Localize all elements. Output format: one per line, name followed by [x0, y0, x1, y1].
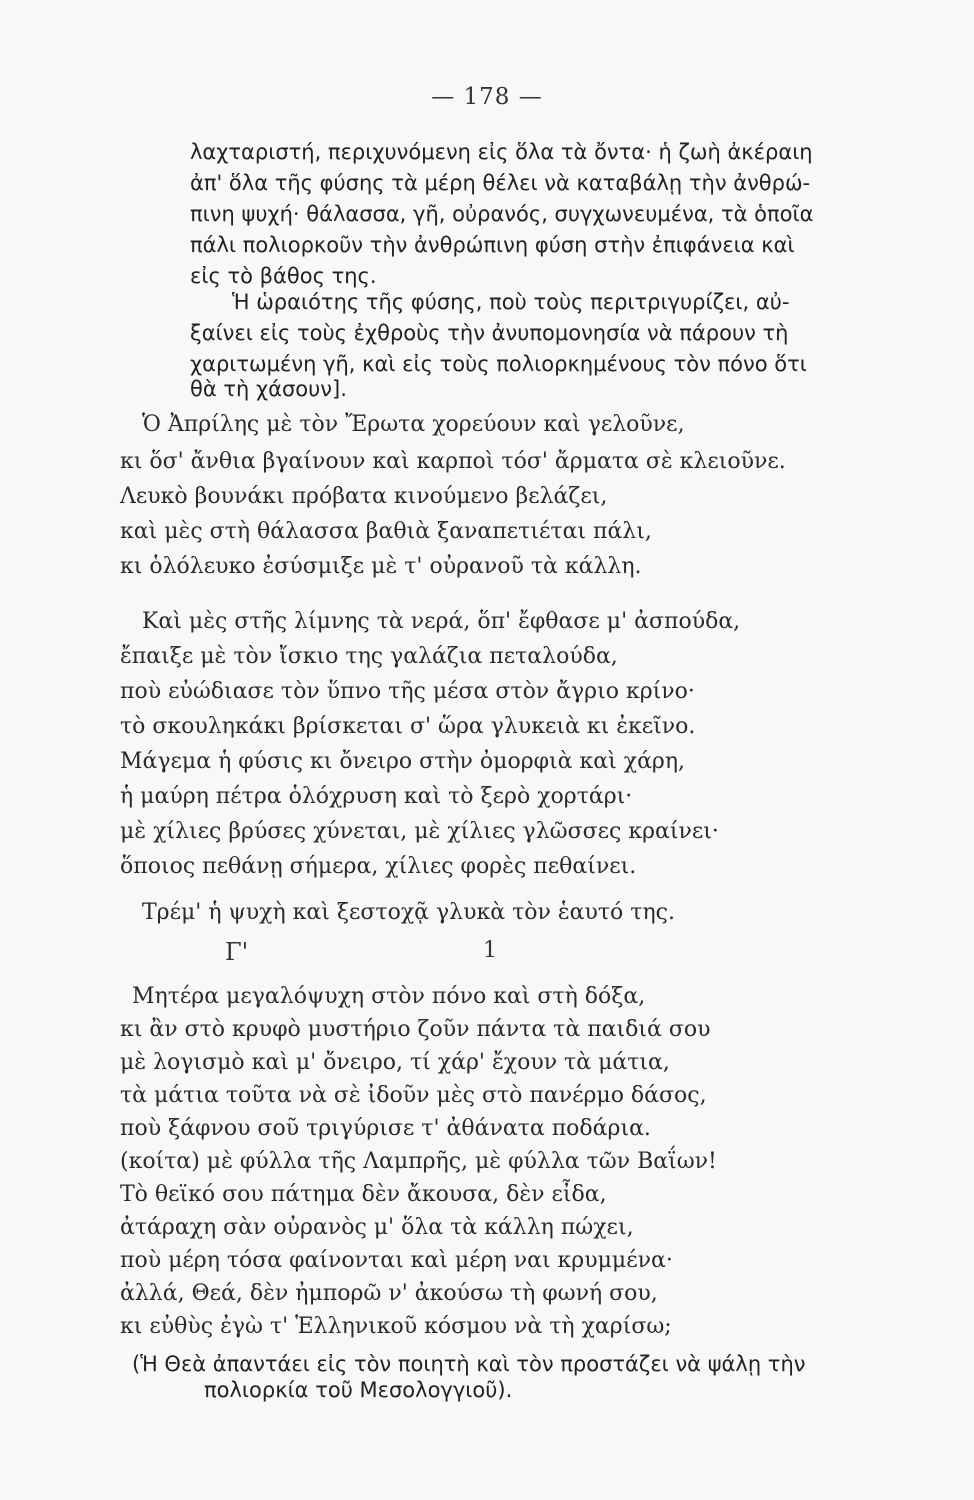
- poem-line: τὰ μάτια τοῦτα νὰ σὲ ἰδοῦν μὲς στὸ πανέρμο δάσος,: [120, 1083, 707, 1108]
- note-line: (Ἡ Θεὰ ἀπαντάει εἰς τὸν ποιητὴ καὶ τὸν προστάζει νὰ ψάλῃ τὴν: [132, 1352, 806, 1376]
- poem-line: κι ὁλόλευκο ἐσύσμιξε μὲ τ' οὐρανοῦ τὰ κάλλη.: [120, 554, 642, 579]
- prose-line: θὰ τὴ χάσουν].: [190, 377, 347, 401]
- section-letter: Γ': [225, 938, 249, 966]
- poem-line: ποὺ εὐώδιασε τὸν ὕπνο τῆς μέσα στὸν ἄγριο κρίνο·: [120, 679, 695, 704]
- poem-line: ἡ μαύρη πέτρα ὁλόχρυση καὶ τὸ ξερὸ χορτάρι·: [120, 784, 633, 809]
- poem-line: Λευκὸ βουνάκι πρόβατα κινούμενο βελάζει,: [120, 484, 608, 509]
- prose-line: πάλι πολιορκοῦν τὴν ἀνθρώπινη φύση στὴν ἐπιφάνεια καὶ: [190, 233, 795, 257]
- poem-line: Τρέμ' ἡ ψυχὴ καὶ ξεστοχᾷ γλυκὰ τὸν ἑαυτό της.: [142, 900, 675, 925]
- poem-line: μὲ λογισμὸ καὶ μ' ὄνειρο, τί χάρ' ἔχουν τὰ μάτια,: [120, 1050, 670, 1075]
- poem-line: κι εὐθὺς ἐγὼ τ' Ἑλληνικοῦ κόσμου νὰ τὴ χαρίσω;: [120, 1314, 672, 1339]
- poem-line: ἔπαιξε μὲ τὸν ἴσκιο της γαλάζια πεταλούδα,: [120, 644, 618, 669]
- prose-line: ἀπ' ὅλα τῆς φύσης τὰ μέρη θέλει νὰ καταβάλῃ τὴν ἀνθρώ-: [190, 171, 811, 195]
- prose-line: Ἡ ὡραιότης τῆς φύσης, ποὺ τοὺς περιτριγυρίζει, αὐ-: [232, 290, 790, 314]
- poem-line: ὅποιος πεθάνῃ σήμερα, χίλιες φορὲς πεθαίνει.: [120, 854, 637, 879]
- note-line: πολιορκία τοῦ Μεσολογγιοῦ).: [204, 1378, 513, 1402]
- poem-line: Ὁ Ἀπρίλης μὲ τὸν Ἔρωτα χορεύουν καὶ γελοῦνε,: [142, 412, 685, 437]
- poem-line: κι ὅσ' ἄνθια βγαίνουν καὶ καρποὶ τόσ' ἄρματα σὲ κλειοῦνε.: [120, 449, 786, 474]
- poem-line: ἀλλά, Θεά, δὲν ἠμπορῶ ν' ἀκούσω τὴ φωνή σου,: [120, 1281, 658, 1306]
- poem-line: (κοίτα) μὲ φύλλα τῆς Λαμπρῆς, μὲ φύλλα τῶν Βαΐων!: [120, 1149, 717, 1174]
- poem-line: Μάγεμα ἡ φύσις κι ὄνειρο στὴν ὀμορφιὰ καὶ χάρη,: [120, 749, 686, 774]
- section-number: 1: [483, 938, 497, 963]
- poem-line: μὲ χίλιες βρύσες χύνεται, μὲ χίλιες γλῶσσες κραίνει·: [120, 819, 719, 844]
- prose-line: πινη ψυχή· θάλασσα, γῆ, οὐρανός, συγχωνευμένα, τὰ ὁποῖα: [190, 202, 814, 226]
- page-number: — 178 —: [431, 84, 543, 110]
- poem-line: καὶ μὲς στὴ θάλασσα βαθιὰ ξαναπετιέται πάλι,: [120, 519, 652, 544]
- prose-line: λαχταριστή, περιχυνόμενη εἰς ὅλα τὰ ὄντα· ἡ ζωὴ ἀκέραιη: [190, 140, 813, 164]
- poem-line: ποὺ ξάφνου σοῦ τριγύρισε τ' ἀθάνατα ποδάρια.: [120, 1116, 651, 1141]
- poem-line: τὸ σκουληκάκι βρίσκεται σ' ὥρα γλυκειὰ κι ἐκεῖνο.: [120, 714, 696, 739]
- prose-line: χαριτωμένη γῆ, καὶ εἰς τοὺς πολιορκημένους τὸν πόνο ὅτι: [190, 352, 807, 376]
- poem-line: κι ἂν στὸ κρυφὸ μυστήριο ζοῦν πάντα τὰ παιδιά σου: [120, 1017, 711, 1042]
- poem-line: Τὸ θεϊκό σου πάτημα δὲν ἄκουσα, δὲν εἶδα,: [120, 1182, 607, 1207]
- prose-line: ξαίνει εἰς τοὺς ἐχθροὺς τὴν ἀνυπομονησία νὰ πάρουν τὴ: [190, 321, 789, 345]
- poem-line: ἀτάραχη σὰν οὐρανὸς μ' ὅλα τὰ κάλλη πώχει,: [120, 1215, 634, 1240]
- poem-line: Μητέρα μεγαλόψυχη στὸν πόνο καὶ στὴ δόξα,: [132, 984, 646, 1009]
- poem-line: ποὺ μέρη τόσα φαίνονται καὶ μέρη ναι κρυμμένα·: [120, 1248, 673, 1273]
- poem-line: Καὶ μὲς στῆς λίμνης τὰ νερά, ὅπ' ἔφθασε μ' ἀσπούδα,: [142, 609, 741, 634]
- prose-line: εἰς τὸ βάθος της.: [190, 264, 377, 288]
